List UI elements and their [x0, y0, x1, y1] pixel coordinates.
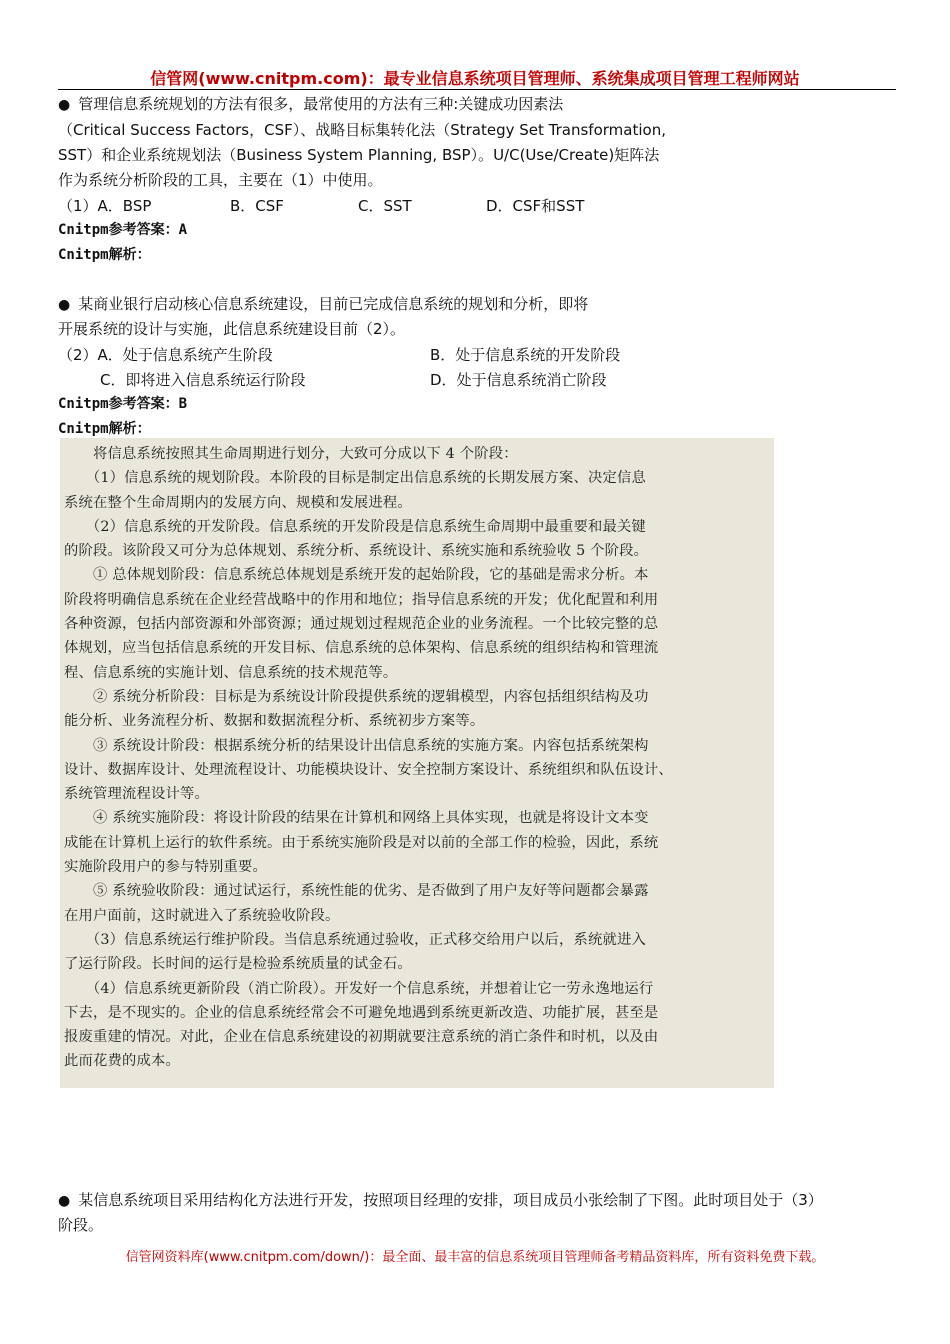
scan-line: （4）信息系统更新阶段（消亡阶段）。开发好一个信息系统，并想着让它一劳永逸地运行	[64, 980, 654, 997]
q1-option-c: C．SST	[358, 197, 412, 215]
scan-line: 此而花费的成本。	[64, 1053, 180, 1070]
q2-analysis-label: Cnitpm解析：	[58, 421, 151, 437]
q2-text-1: 某商业银行启动核心信息系统建设，目前已完成信息系统的规划和分析，即将	[78, 295, 589, 313]
scan-line: ④ 系统实施阶段：将设计阶段的结果在计算机和网络上具体实现，也就是将设计文本变	[64, 810, 649, 827]
scan-line: 各种资源，包括内部资源和外部资源；通过规划过程规范企业的业务流程。一个比较完整的总	[64, 616, 659, 633]
q1-option-d: D．CSF和SST	[486, 197, 585, 215]
q1-analysis-label: Cnitpm解析：	[58, 247, 151, 263]
scan-line: 成能在计算机上运行的软件系统。由于系统实施阶段是对以前的全部工作的检验，因此，系统	[64, 834, 659, 851]
scan-line: 了运行阶段。长时间的运行是检验系统质量的试金石。	[64, 956, 412, 973]
scan-line: ② 系统分析阶段：目标是为系统设计阶段提供系统的逻辑模型，内容包括组织结构及功	[64, 688, 649, 705]
q1-text-1: 管理信息系统规划的方法有很多，最常使用的方法有三种:关键成功因素法	[78, 95, 564, 113]
q2-option-c: C．即将进入信息系统运行阶段	[100, 371, 306, 389]
header-divider	[58, 89, 896, 90]
site-footer-text: 信管网资料库(www.cnitpm.com/down/)：最全面、最丰富的信息系统项目管理师备考精品资料库，所有资料免费下载。	[125, 1250, 825, 1265]
scan-line: ③ 系统设计阶段：根据系统分析的结果设计出信息系统的实施方案。内容包括系统架构	[64, 737, 649, 754]
scan-line: 体规划，应当包括信息系统的开发目标、信息系统的总体架构、信息系统的组织结构和管理流	[64, 640, 659, 657]
q3-line-2: 阶段。	[58, 1216, 104, 1234]
scan-line: 能分析、业务流程分析、数据和数据流程分析、系统初步方案等。	[64, 713, 485, 730]
q1-bullet: ●	[58, 97, 71, 113]
q2-answer: Cnitpm参考答案：B	[58, 396, 188, 412]
scan-line: 阶段将明确信息系统在企业经营战略中的作用和地位；指导信息系统的开发；优化配置和利用	[64, 591, 659, 608]
q1-option-b: B．CSF	[230, 197, 284, 215]
scan-line: 在用户面前，这时就进入了系统验收阶段。	[64, 907, 340, 924]
q2-line-2: 开展系统的设计与实施，此信息系统建设目前（2）。	[58, 320, 406, 338]
q1-line-3: SST）和企业系统规划法（Business System Planning, BSP）。U/C(Use/Create)矩阵法	[58, 146, 660, 164]
scan-line: 设计、数据库设计、处理流程设计、功能模块设计、安全控制方案设计、系统组织和队伍设计、	[64, 761, 673, 778]
scan-line: ① 总体规划阶段：信息系统总体规划是系统开发的起始阶段，它的基础是需求分析。本	[64, 567, 649, 584]
q1-line-2: （Critical Success Factors，CSF）、战略目标集转化法（Strategy Set Transformation,	[58, 121, 666, 139]
q1-option-a: （1）A．BSP	[58, 197, 152, 215]
q2-option-a: （2）A．处于信息系统产生阶段	[58, 346, 273, 364]
q2-bullet: ●	[58, 297, 71, 313]
scan-line: 下去，是不现实的。企业的信息系统经常会不可避免地遇到系统更新改造、功能扩展，甚至是	[64, 1004, 659, 1021]
scanned-explanation-image	[60, 438, 774, 1088]
q2-option-b: B．处于信息系统的开发阶段	[430, 346, 621, 364]
q3-line-1	[58, 1190, 823, 1211]
q2-option-d: D．处于信息系统消亡阶段	[430, 371, 607, 389]
scan-line: 的阶段。该阶段又可分为总体规划、系统分析、系统设计、系统实施和系统验收 5 个阶段。	[64, 543, 649, 560]
scan-line: （1）信息系统的规划阶段。本阶段的目标是制定出信息系统的长期发展方案、决定信息	[64, 470, 647, 487]
q3-text-1: 某信息系统项目采用结构化方法进行开发，按照项目经理的安排，项目成员小张绘制了下图。此时项目处于（3）	[78, 1191, 823, 1209]
q1-line-4: 作为系统分析阶段的工具，主要在（1）中使用。	[58, 171, 383, 189]
q1-line-1	[58, 94, 563, 115]
scan-line: 程、信息系统的实施计划、信息系统的技术规范等。	[64, 664, 398, 681]
q2-line-1	[58, 294, 588, 315]
scan-line: 系统管理流程设计等。	[64, 786, 209, 803]
scan-line: （3）信息系统运行维护阶段。当信息系统通过验收，正式移交给用户以后，系统就进入	[64, 931, 647, 948]
scan-line: （2）信息系统的开发阶段。信息系统的开发阶段是信息系统生命周期中最重要和最关键	[64, 518, 647, 535]
q3-bullet: ●	[58, 1193, 71, 1209]
site-header-title: 信管网(www.cnitpm.com)：最专业信息系统项目管理师、系统集成项目管理工程师网站	[150, 69, 800, 88]
scan-line: 报废重建的情况。对此，企业在信息系统建设的初期就要注意系统的消亡条件和时机，以及由	[64, 1029, 659, 1046]
q1-answer: Cnitpm参考答案：A	[58, 222, 188, 238]
scanned-text-block	[64, 442, 770, 1074]
scan-line: 系统在整个生命周期内的发展方向、规模和发展进程。	[64, 494, 412, 511]
scan-line: 将信息系统按照其生命周期进行划分，大致可分成以下 4 个阶段：	[64, 446, 518, 462]
scan-line: ⑤ 系统验收阶段：通过试运行，系统性能的优劣、是否做到了用户友好等问题都会暴露	[64, 883, 649, 900]
scan-line: 实施阶段用户的参与特别重要。	[64, 859, 267, 876]
